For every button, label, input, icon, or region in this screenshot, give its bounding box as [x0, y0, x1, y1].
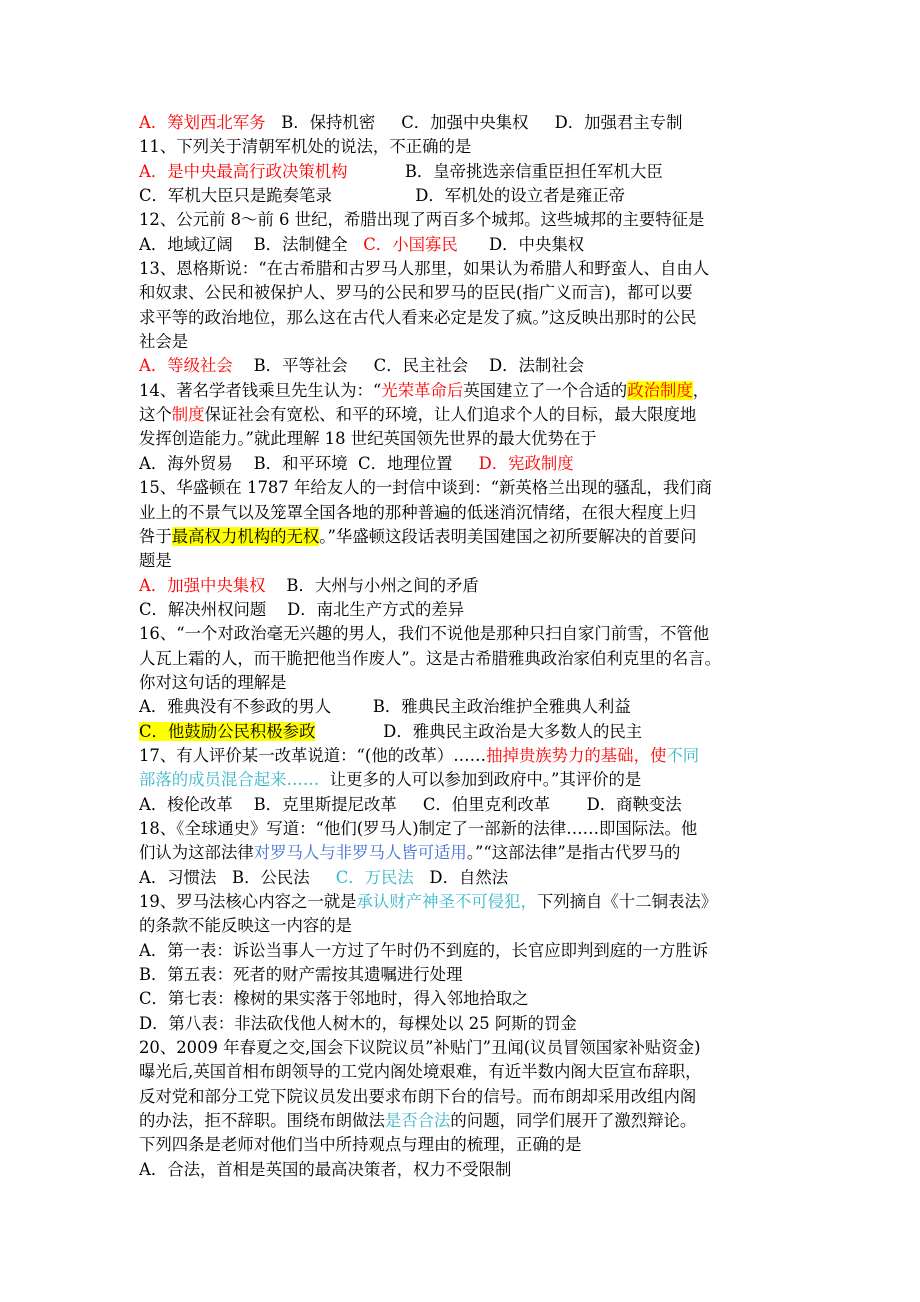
text-segment: A．合法，首相是英国的最高决策者，权力不受限制 — [139, 1159, 512, 1179]
text-segment: 14、著名学者钱乘旦先生认为：“ — [139, 380, 382, 400]
text-segment: 16、“一个对政治毫无兴趣的男人，我们不说他是那种只扫自家门前雪，不管他 — [139, 624, 710, 644]
text-segment: 15、华盛顿在 1787 年给友人的一封信中谈到：“新英格兰出现的骚乱，我们商 — [139, 478, 713, 498]
colored-text: A．是中央最高行政决策机构 — [139, 161, 348, 181]
text-line — [139, 1060, 789, 1084]
text-segment: 和奴隶、公民和被保护人、罗马的公民和罗马的臣民(指广义而言)，都可以要 — [139, 283, 693, 303]
text-line — [139, 525, 789, 549]
text-segment: B．大州与小州之间的矛盾 — [265, 575, 479, 595]
text-segment: 让更多的人可以参加到政府中。”其评价的是 — [319, 770, 642, 790]
text-segment: A．海外贸易 B．和平环境 C．地理位置 — [139, 453, 479, 473]
text-line — [139, 208, 789, 232]
text-segment: ， — [692, 380, 710, 400]
text-segment: 12、公元前 8～前 6 世纪，希腊出现了两百多个城邦。这些城邦的主要特征是 — [139, 210, 705, 230]
colored-text: A．加强中央集权 — [139, 575, 266, 595]
text-line — [139, 160, 789, 184]
text-segment: B．保持机密 C．加强中央集权 D．加强君主专制 — [265, 113, 683, 132]
text-line — [139, 1036, 789, 1060]
text-segment: A．地域辽阔 B．法制健全 — [139, 234, 364, 254]
text-line — [139, 866, 789, 890]
text-line — [139, 476, 789, 500]
text-segment: 11、下列关于清朝军机处的说法，不正确的是 — [139, 137, 472, 157]
text-line — [139, 768, 789, 792]
text-line — [139, 987, 789, 1011]
text-line — [139, 306, 789, 330]
colored-text: 承认财产神圣不可侵犯， — [356, 892, 537, 911]
text-segment: 的办法，拒不辞职。围绕布朗做法 — [139, 1111, 385, 1131]
text-segment: 求平等的政治地位，那么这在古代人看来必定是发了疯。”这反映出那时的公民 — [139, 307, 697, 327]
colored-text: 制度 — [171, 405, 205, 425]
text-line — [139, 817, 789, 841]
text-line — [139, 793, 789, 817]
colored-text: 不同 — [666, 745, 700, 765]
highlighted-text: 政治制度 — [627, 380, 693, 400]
text-segment: B．第五表：死者的财产需按其遗嘱进行处理 — [139, 965, 463, 985]
text-line — [139, 379, 789, 403]
text-segment: D．自然法 — [413, 867, 509, 887]
text-segment: A．第一表：诉讼当事人一方过了午时仍不到庭的，长官应即判到庭的一方胜诉 — [139, 940, 709, 960]
text-segment: 下列摘自《十二铜表法》 — [536, 892, 718, 911]
text-segment: 题是 — [139, 551, 172, 571]
text-segment: 们认为这部法律 — [139, 843, 254, 863]
text-segment: 13、恩格斯说：“在古希腊和古罗马人那里，如果认为希腊人和野蛮人、自由人 — [139, 259, 710, 279]
text-segment: 18、《全球通史》写道：“他们(罗马人)制定了一部新的法律……即国际法。他 — [139, 818, 698, 838]
text-segment: 下列四条是老师对他们当中所持观点与理由的梳理，正确的是 — [139, 1135, 582, 1155]
colored-text: C．小国寡民 — [363, 234, 458, 254]
text-segment: 社会是 — [139, 332, 189, 352]
text-line — [139, 963, 789, 987]
text-line — [139, 744, 789, 768]
colored-text: C．万民法 — [335, 867, 414, 887]
text-segment: D．第八表：非法砍伐他人树木的，每棵处以 25 阿斯的罚金 — [139, 1013, 577, 1033]
text-segment: D．雅典民主政治是大多数人的民主 — [315, 721, 643, 741]
text-line — [139, 354, 789, 378]
text-line — [139, 330, 789, 354]
text-line — [139, 452, 789, 476]
text-segment: 。”华盛顿这段话表明美国建国之初所要解决的首要问 — [319, 526, 697, 546]
text-segment: 人瓦上霜的人，而干脆把他当作废人”。这是古希腊雅典政治家伯利克里的名言。 — [139, 648, 722, 668]
text-segment: 19、罗马法核心内容之一就是 — [139, 892, 357, 911]
colored-text: 光荣革命后 — [381, 380, 464, 400]
text-line — [139, 671, 789, 695]
text-line — [139, 184, 789, 208]
highlighted-text: C．他鼓励公民积极参政 — [139, 721, 316, 741]
text-line — [139, 501, 789, 525]
colored-text: A．等级社会 — [139, 356, 233, 376]
text-line — [139, 598, 789, 622]
text-line — [139, 549, 789, 573]
text-segment: A．雅典没有不参政的男人 B．雅典民主政治维护全雅典人利益 — [139, 697, 631, 717]
text-line — [139, 233, 789, 257]
colored-text: 抽掉贵族势力的基础，使 — [486, 745, 667, 765]
text-segment: 你对这句话的理解是 — [139, 672, 287, 692]
text-line — [139, 1109, 789, 1133]
text-segment: 咎于 — [139, 526, 172, 546]
text-line — [139, 1158, 789, 1182]
text-segment: 曝光后,英国首相布朗领导的工党内阁处境艰难，有近半数内阁大臣宣布辞职， — [139, 1062, 702, 1082]
text-segment: 的问题，同学们展开了激烈辩论。 — [450, 1111, 697, 1131]
text-segment: D．中央集权 — [457, 234, 585, 254]
text-line — [139, 1085, 789, 1109]
text-segment: 保证社会有宽松、和平的环境，让人们追求个人的目标，最大限度地 — [204, 405, 697, 425]
text-line — [139, 281, 789, 305]
text-segment: A．习惯法 B．公民法 — [139, 867, 336, 887]
text-line — [139, 890, 789, 914]
text-segment: 17、有人评价某一改革说道：“(他的改革）…… — [139, 745, 487, 765]
text-line — [139, 1012, 789, 1036]
text-segment: 这个 — [139, 405, 172, 425]
text-line — [139, 427, 789, 451]
colored-text: 部落的成员混合起来…… — [139, 770, 320, 790]
text-segment: 英国建立了一个合适的 — [463, 380, 628, 400]
colored-text: D．宪政制度 — [478, 453, 574, 473]
text-line — [139, 695, 789, 719]
text-segment: B．皇帝挑选亲信重臣担任军机大臣 — [347, 161, 663, 181]
text-line — [139, 647, 789, 671]
colored-text: 是否合法 — [384, 1111, 451, 1131]
text-segment: C．军机大臣只是跪奏笔录 D．军机处的设立者是雍正帝 — [139, 186, 626, 206]
text-line — [139, 841, 789, 865]
question-text-block — [139, 111, 789, 1182]
text-line — [139, 1133, 789, 1157]
text-segment: 发挥创造能力。”就此理解 18 世纪英国领先世界的最大优势在于 — [139, 429, 597, 449]
text-segment: 。”“这部法律”是指古代罗马的 — [466, 843, 681, 863]
text-line — [139, 111, 789, 135]
text-line — [139, 720, 789, 744]
text-line — [139, 135, 789, 159]
colored-text: 对罗马人与非罗马人皆可适用 — [253, 843, 467, 863]
text-line — [139, 403, 789, 427]
text-segment: C．解决州权问题 D．南北生产方式的差异 — [139, 599, 465, 619]
text-line — [139, 939, 789, 963]
text-line — [139, 257, 789, 281]
text-segment: 反对党和部分工党下院议员发出要求布朗下台的信号。而布朗却采用改组内阁 — [139, 1086, 697, 1106]
text-segment: C．第七表：橡树的果实落于邻地时，得入邻地拾取之 — [139, 989, 529, 1009]
colored-text: A．筹划西北军务 — [139, 113, 266, 132]
text-segment: 的条款不能反映这一内容的是 — [139, 916, 353, 936]
text-segment: A．梭伦改革 B．克里斯提尼改革 C．伯里克利改革 D．商鞅变法 — [139, 794, 682, 814]
text-line — [139, 622, 789, 646]
text-segment: 业上的不景气以及笼罩全国各地的那种普遍的低迷消沉情绪，在很大程度上归 — [139, 502, 697, 522]
text-line — [139, 574, 789, 598]
text-segment: B．平等社会 C．民主社会 D．法制社会 — [232, 356, 585, 376]
text-line — [139, 914, 789, 938]
highlighted-text: 最高权力机构的无权 — [171, 526, 320, 546]
text-segment: 20、2009 年春夏之交,国会下议院议员”补贴门”丑闻(议员冒领国家补贴资金) — [139, 1038, 701, 1058]
